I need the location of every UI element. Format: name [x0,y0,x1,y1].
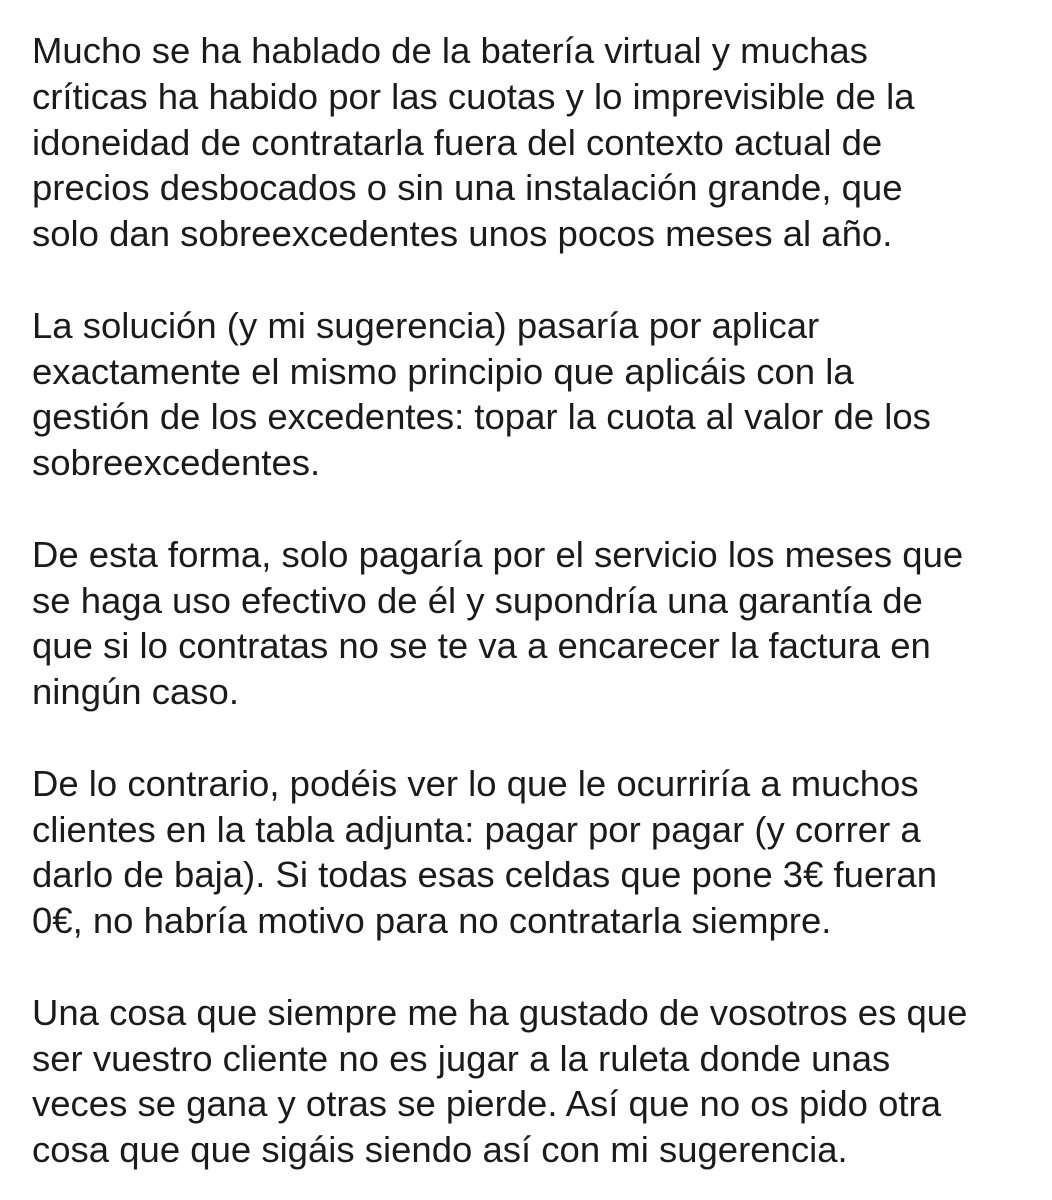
text-line: gestión de los excedentes: topar la cuota al valor de los [32,396,931,438]
text-line: De esta forma, solo pagaría por el servicio los meses que [32,533,964,575]
paragraph-1 [32,28,1032,257]
text-line: idoneidad de contratarla fuera del contexto actual de [32,121,883,163]
paragraph-5 [32,990,1032,1173]
text-line: cosa que que sigáis siendo así con mi sugerencia. [32,1129,848,1171]
paragraph-4 [32,761,1032,944]
text-line: exactamente el mismo principio que aplicáis con la [32,350,854,392]
text-line: precios desbocados o sin una instalación grande, que [32,167,903,209]
text-line: Mucho se ha hablado de la batería virtual y muchas [32,30,868,71]
paragraph-3 [32,532,1032,715]
text-line: veces se gana y otras se pierde. Así que no os pido otra [32,1083,942,1125]
text-line: críticas ha habido por las cuotas y lo imprevisible de la [32,75,915,117]
text-line: ningún caso. [32,671,239,713]
text-line: que si lo contratas no se te va a encarecer la factura en [32,625,931,667]
text-line: 0€, no habría motivo para no contratarla siempre. [32,900,832,942]
text-line: De lo contrario, podéis ver lo que le ocurriría a muchos [32,762,919,804]
text-line: ser vuestro cliente no es jugar a la ruleta donde unas [32,1037,891,1079]
paragraph-2 [32,303,1032,486]
text-line: darlo de baja). Si todas esas celdas que pone 3€ fueran [32,854,938,896]
text-line: Una cosa que siempre me ha gustado de vosotros es que [32,991,968,1033]
text-line: solo dan sobreexcedentes unos pocos meses al año. [32,213,893,255]
text-line: se haga uso efectivo de él y supondría una garantía de [32,579,923,621]
message-body [32,28,1032,1173]
text-line: clientes en la tabla adjunta: pagar por pagar (y correr a [32,808,921,850]
text-line: La solución (y mi sugerencia) pasaría por aplicar [32,304,820,346]
text-line: sobreexcedentes. [32,442,321,484]
